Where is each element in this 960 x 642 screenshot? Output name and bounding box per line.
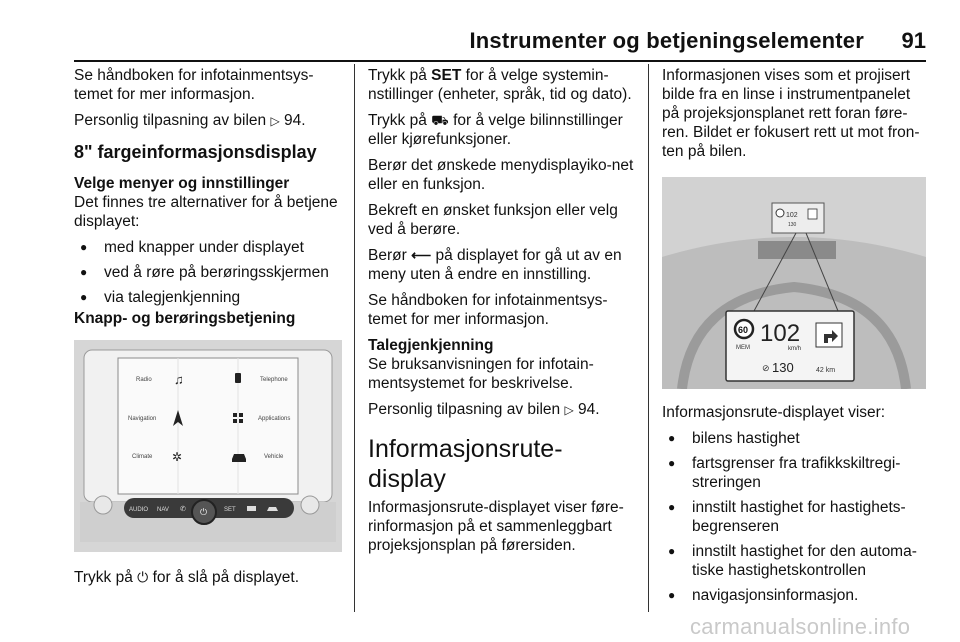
subheading: Talegjenkjenning (368, 337, 494, 354)
power-icon: ⏻ (137, 569, 149, 585)
section-heading: Informasjonsrute-display (368, 435, 563, 493)
list-item: ● ved å røre på berøringsskjermen (74, 263, 342, 282)
car-settings-icon: ⛟ (431, 112, 449, 128)
hud-small-speed: 102 (786, 212, 798, 219)
page-number: 91 (901, 28, 926, 53)
speed-limit-value: 60 (738, 325, 749, 335)
paragraph: Informasjonen vises som et projisert bilde fra en linse i instrumentpanelet på projeksjonsplanet rett foran føre-ren. Bildet er fokusert rett ut mot fron-ten på bilen. (662, 67, 920, 160)
favourite-button-icon (301, 496, 319, 514)
tile-telephone-label: Telephone (260, 377, 288, 383)
hud-speed: 102 (760, 320, 801, 347)
tile-vehicle-label: Vehicle (264, 454, 284, 460)
paragraph: Informasjonsrute-displayet viser: (662, 404, 886, 421)
seat-button-icon (247, 506, 256, 511)
paragraph: Trykk på ⏻ for å slå på displayet. (74, 569, 300, 586)
list-item: ● fartsgrenser fra trafikkskiltregi-streringen (662, 454, 930, 492)
paragraph: Informasjonsrute-displayet viser føre-rinformasjon på et sammenleggbart projeksjonsplan på førersiden. (368, 499, 624, 554)
list-item: ● navigasjonsinformasjon. (662, 586, 930, 605)
column-3 (662, 66, 930, 611)
column-2 (368, 66, 640, 562)
paragraph: Berør det ønskede menydisplayiko-net eller en funksjon. (368, 157, 634, 193)
paragraph: Se håndboken for infotainmentsys-temet for mer informasjon. (368, 292, 608, 328)
paragraph: Berør ⟵ på displayet for gå ut av en meny uten å endre en innstilling. (368, 247, 622, 283)
paragraph: Det finnes tre alternativer for å betjene displayet: (74, 194, 338, 230)
page-reference-icon: ▷ (270, 114, 280, 128)
audio-button: AUDIO (129, 507, 149, 513)
list-item: ● med knapper under displayet (74, 238, 342, 257)
music-note-icon: ♫ (174, 372, 184, 387)
set-label: SET (431, 67, 462, 84)
paragraph: Personlig tilpasning av bilen ▷ 94. (74, 112, 306, 129)
paragraph: Bekreft en ønsket funksjon eller velg ved å berøre. (368, 202, 618, 238)
list-item: ● via talegjenkjenning (74, 288, 342, 307)
home-button-icon (94, 496, 112, 514)
list-item: ● bilens hastighet (662, 429, 930, 448)
section-heading: 8" fargeinformasjonsdisplay (74, 142, 317, 162)
vehicle-icon (232, 454, 246, 462)
hud-small-arrow-icon (808, 209, 817, 219)
column-divider (648, 64, 649, 612)
tile-navigation-label: Navigation (128, 416, 157, 422)
set-button: SET (224, 507, 236, 513)
subheading: Velge menyer og innstillinger (74, 175, 290, 192)
subheading: Knapp- og berøringsbetjening (74, 310, 296, 327)
climate-icon: ✲ (172, 450, 183, 464)
list-item: ● innstilt hastighet for den automa-tiske hastighetskontrollen (662, 542, 930, 580)
tile-climate-label: Climate (132, 454, 153, 460)
paragraph: Se bruksanvisningen for infotain-mentsystemet for beskrivelse. (368, 356, 594, 392)
speed-unit: km/h (788, 346, 802, 352)
bullet-list (662, 429, 930, 605)
infotainment-screen-photo (74, 340, 342, 552)
tile-radio-label: Radio (136, 377, 152, 383)
list-item: ● innstilt hastighet for hastighets-begrenseren (662, 498, 930, 536)
phone-icon (235, 373, 241, 383)
page-reference-link[interactable]: 94. (284, 112, 306, 129)
hud-small-limit: 130 (788, 222, 797, 228)
phone-button-icon: ✆ (180, 506, 186, 513)
page-header (74, 22, 926, 62)
svg-text:⏻: ⏻ (200, 507, 208, 517)
apps-icon (233, 413, 237, 417)
tile-applications-label: Applications (258, 416, 291, 422)
page-reference-icon: ▷ (564, 403, 574, 417)
column-divider (354, 64, 355, 612)
paragraph: Trykk på SET for å velge systemin-nstillinger (enheter, språk, tid og dato). (368, 67, 632, 103)
cruise-speed: 130 (772, 360, 794, 375)
page-title: Instrumenter og betjeningselementer (469, 28, 864, 53)
cruise-control-icon: ⊘ (762, 363, 770, 373)
page-reference-link[interactable]: 94. (578, 401, 600, 418)
mem-label: MEM (736, 345, 750, 351)
head-up-display-photo (662, 177, 926, 389)
bullet-list (74, 238, 342, 307)
back-arrow-icon: ⟵ (411, 247, 432, 263)
watermark: carmanualsonline.info (690, 614, 911, 639)
nav-button: NAV (157, 507, 169, 513)
distance-to-turn: 42 km (816, 367, 836, 374)
paragraph: Trykk på ⛟ for å velge bilinnstillinger eller kjørefunksjoner. (368, 112, 623, 148)
column-1 (74, 66, 342, 594)
paragraph: Se håndboken for infotainmentsys-temet for mer informasjon. (74, 67, 314, 103)
paragraph: Personlig tilpasning av bilen ▷ 94. (368, 401, 600, 418)
